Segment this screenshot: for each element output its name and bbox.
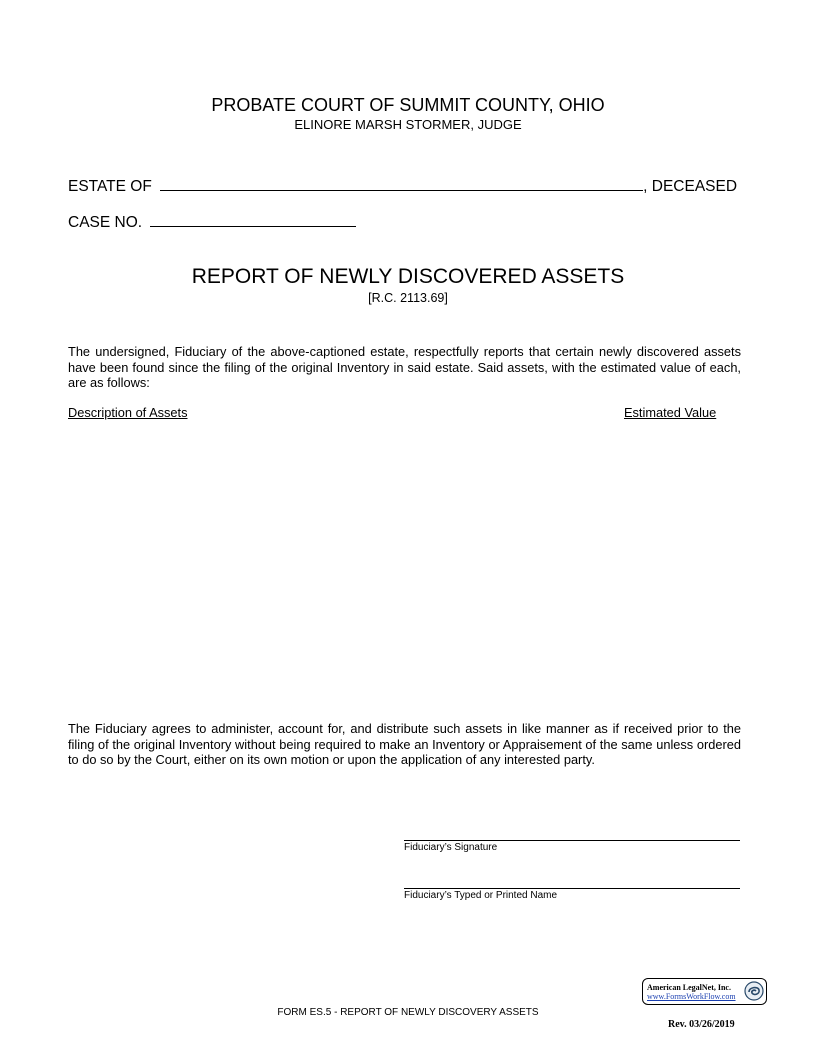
estate-label: ESTATE OF [68, 178, 152, 195]
signature-label: Fiduciary’s Signature [404, 842, 498, 853]
case-number-field[interactable] [150, 208, 356, 227]
statute-reference: [R.C. 2113.69] [368, 291, 448, 305]
case-row [68, 208, 356, 232]
agreement-paragraph: The Fiduciary agrees to administer, account for, and distribute such assets in like manner as if received prior to the filing of the original Inventory without being required to make an Inventory or Appraisement of the same unless ordered to do so by the Court, either on its own motion or upon the application of any interested party. [68, 721, 741, 767]
value-column-header: Estimated Value [624, 405, 717, 420]
assets-entry-area[interactable] [68, 428, 741, 708]
case-number-label: CASE NO. [68, 214, 143, 231]
logo-company-name: American LegalNet, Inc. [647, 983, 731, 992]
court-name: PROBATE COURT OF SUMMIT COUNTY, OHIO [211, 95, 605, 115]
intro-paragraph: The undersigned, Fiduciary of the above-captioned estate, respectfully reports that certain newly discovered assets have been found since the filing of the original Inventory in said estate. Said assets, with the estimated value of each, are as follows: [68, 344, 741, 390]
logo-website-link[interactable]: www.FormsWorkFlow.com [647, 992, 736, 1001]
form-title: REPORT OF NEWLY DISCOVERED ASSETS [191, 265, 625, 288]
printed-name-line[interactable] [404, 888, 740, 889]
estate-name-field[interactable] [160, 172, 643, 191]
deceased-label: , DECEASED [643, 178, 738, 195]
revision-date: Rev. 03/26/2019 [668, 1019, 735, 1030]
printed-name-label: Fiduciary’s Typed or Printed Name [404, 890, 558, 901]
signature-line[interactable] [404, 840, 740, 841]
publisher-logo [642, 978, 767, 1005]
judge-name: ELINORE MARSH STORMER, JUDGE [294, 117, 522, 132]
estate-row [68, 172, 737, 196]
globe-swirl-icon [744, 981, 764, 1001]
description-column-header: Description of Assets [68, 405, 188, 420]
form-footer: FORM ES.5 - REPORT OF NEWLY DISCOVERY ASSETS [277, 1007, 539, 1018]
